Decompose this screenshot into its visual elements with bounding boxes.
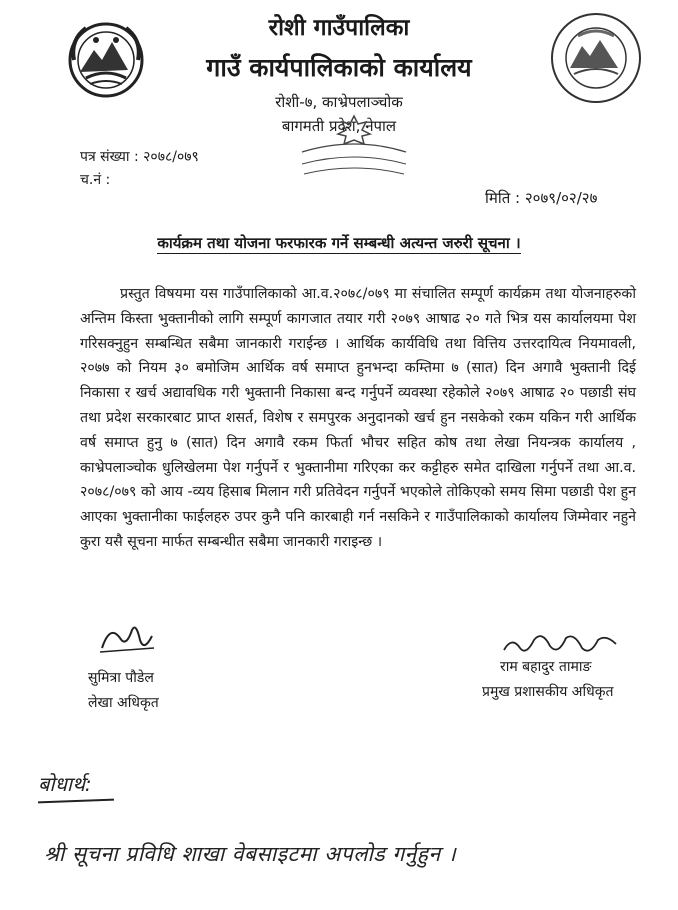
signature-right-icon: [500, 626, 620, 660]
office-name: गाउँ कार्यपालिकाको कार्यालय: [206, 53, 472, 82]
left-signatory-title: लेखा अधिकृत: [88, 695, 159, 711]
address-line-1: रोशी-७, काभ्रेपलाञ्चोक: [275, 93, 403, 111]
left-signatory-name: सुमित्रा पौडेल: [88, 670, 154, 686]
right-signatory-title: प्रमुख प्रशासकीय अधिकृत: [482, 684, 614, 700]
org-name: रोशी गाउँपालिका: [268, 15, 410, 41]
dispatch-number: च.नं :: [80, 172, 111, 188]
office-stamp-icon: [292, 112, 416, 184]
address-line-2: बागमती प्रदेश, नेपाल: [281, 117, 397, 135]
subject-line: [0, 233, 678, 253]
letter-date: मिति : २०७९/०२/२७: [485, 189, 598, 207]
signature-left-icon: [96, 618, 158, 658]
right-signatory-name: राम बहादुर तामाङ: [500, 659, 592, 675]
handwritten-note: श्री सूचना प्रविधि शाखा वेबसाइटमा अपलोड गर्नुहुन ।: [44, 842, 457, 866]
subject-text: कार्यक्रम तथा योजना फरफारक गर्ने सम्बन्धी अत्यन्त जरुरी सूचना ।: [157, 234, 521, 252]
cc-label: बोधार्थ:: [38, 772, 92, 796]
cc-underline: [38, 799, 114, 804]
body-paragraph: प्रस्तुत विषयमा यस गाउँपालिकाको आ.व.२०७८/०७९ मा संचालित सम्पूर्ण कार्यक्रम तथा योजनाहरुको अन्तिम किस्ता भुक्तानीको लागि सम्पूर्ण कागजात तयार गरी २०७९ आषाढ २० गते भित्र यस कार्यालयमा पेश गरिसक्नुहुन सम्बन्धित सबैमा जानकारी गराईन्छ । आर्थिक कार्यविधि तथा वित्तिय उत्तरदायित्व नियमावली, २०७७ को नियम ३० बमोजिम आर्थिक वर्ष समाप्त हुनभन्दा कम्तिमा ७ (सात) दिन अगावै भुक्तानी दिई निकासा र खर्च अद्यावधिक गरी भुक्तानी निकासा बन्द गर्नुपर्ने व्यवस्था रहेकोले २०७९ आषाढ २० पछाडी संघ तथा प्रदेश सरकारबाट प्राप्त शसर्त, विशेष र समपुरक अनुदानको खर्च हुन नसकेको रकम यकिन गरी आर्थिक वर्ष समाप्त हुनु ७ (सात) दिन अगावै रकम फिर्ता भौचर सहित कोष तथा लेखा नियन्त्रक कार्यालय , काभ्रेपलाञ्चोक धुलिखेलमा पेश गर्नुपर्ने र भुक्तानीमा गरिएका कर कट्टीहरु समेत दाखिला गर्नुपर्ने तथा आ.व. २०७८/०७९ को आय -व्यय हिसाब मिलान गरी प्रतिवेदन गर्नुपर्ने भएकोले तोकिएको समय सिमा पछाडी पेश हुन आएका भुक्तानीका फाईलहरु उपर कुनै पनि कारबाही गर्न नसकिने र गाउँपालिकाको कार्यालय जिम्मेवार नहुने कुरा यसै सूचना मार्फत सम्बन्धीत सबैमा जानकारी गराइन्छ ।: [80, 286, 636, 550]
letter-number: पत्र संख्या : २०७८/०७९: [80, 149, 199, 165]
